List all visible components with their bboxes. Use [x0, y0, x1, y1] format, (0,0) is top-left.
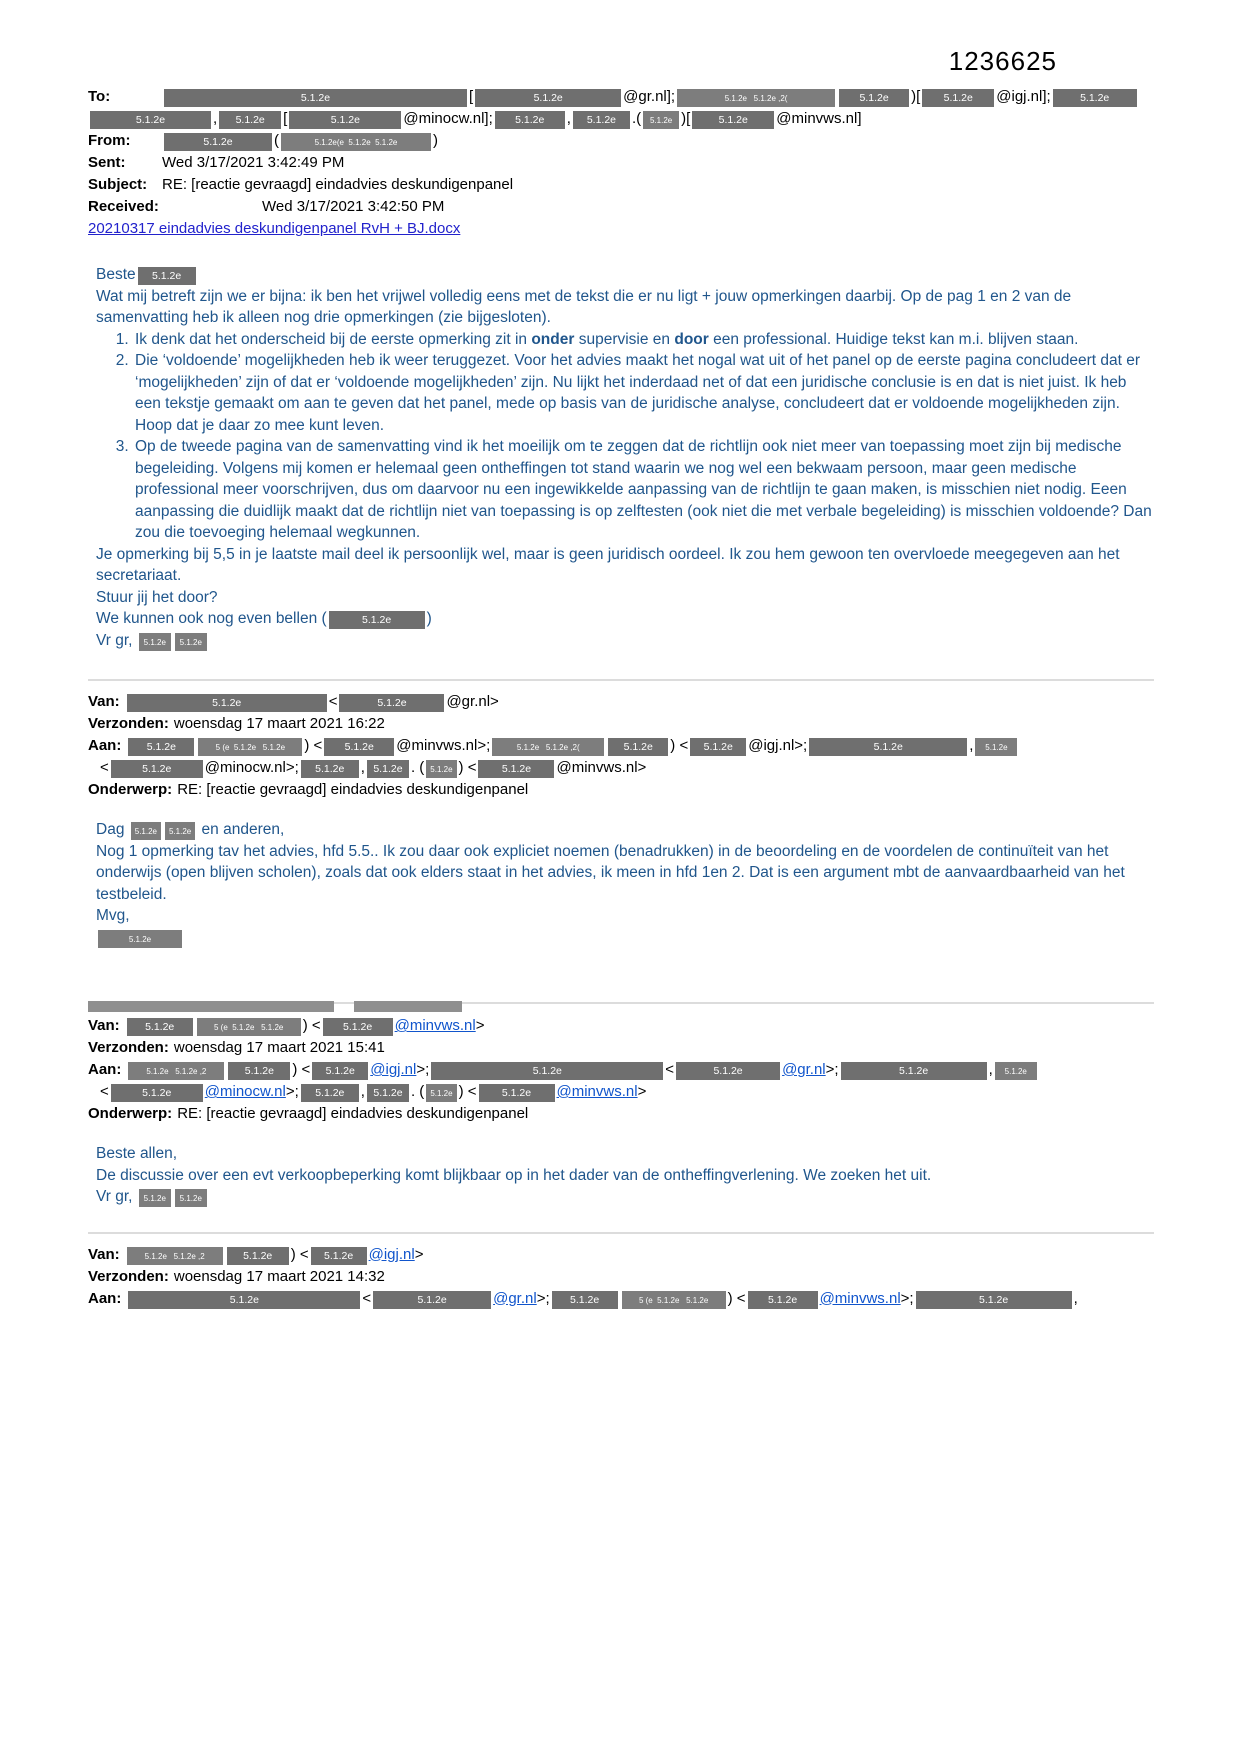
- text-run: ,: [969, 737, 974, 754]
- text-run: Beste: [96, 266, 136, 283]
- signoff-line: [96, 1186, 1154, 1208]
- aan-row: [88, 735, 1154, 757]
- text-run: >;: [416, 1061, 430, 1078]
- text-run: ,: [566, 110, 571, 127]
- text-run: >: [475, 1017, 485, 1034]
- van-row: [88, 1015, 1154, 1037]
- redaction-box: 5 (e 5.1.2e 5.1.2e: [622, 1291, 726, 1309]
- redaction-box: 5.1.2e: [809, 738, 967, 756]
- text-run: Ik denk dat het onderscheid bij de eerste opmerking zit in: [135, 330, 532, 348]
- redaction-box: 5.1.2e: [479, 1084, 555, 1102]
- text-run: ) <: [670, 737, 689, 754]
- quoted-header-1: [88, 691, 1154, 801]
- quoted-header-3: [88, 1244, 1154, 1310]
- redaction-box: 5.1.2e: [228, 1062, 290, 1080]
- text-run: >;: [285, 1083, 299, 1100]
- redaction-box: 5.1.2e 5.1.2e ,2(: [677, 89, 835, 107]
- redaction-box: 5.1.2e: [311, 1247, 367, 1265]
- email-link[interactable]: @minvws.nl: [819, 1289, 901, 1307]
- redaction-box: 5.1.2e: [128, 738, 194, 756]
- verzonden-label: Verzonden:: [88, 1267, 169, 1285]
- text-run: @igj.nl>;: [748, 737, 808, 754]
- text-run: <: [328, 693, 338, 710]
- to-label: To:: [88, 88, 111, 105]
- signoff-line: [96, 630, 1154, 652]
- redaction-box: 5.1.2e: [367, 760, 409, 778]
- redaction-box: 5.1.2e: [111, 1084, 203, 1102]
- redaction-box: 5.1.2e: [995, 1062, 1037, 1080]
- text-run-bold: door: [674, 330, 709, 348]
- text-run: We kunnen ook nog even bellen (: [96, 610, 327, 627]
- text-run: <: [100, 759, 109, 776]
- redaction-box: 5.1.2e: [164, 133, 272, 151]
- redaction-box: 5.1.2e: [90, 111, 211, 129]
- aan-row: [88, 1288, 1154, 1310]
- section-divider-with-redactions: [88, 994, 1154, 1007]
- redaction-box: 5.1.2e: [128, 1291, 360, 1309]
- redaction-box: 5.1.2e: [131, 822, 161, 840]
- redaction-box: 5.1.2e 5.1.2e ,2: [127, 1247, 223, 1265]
- aan-value: [126, 1290, 1077, 1307]
- email-link[interactable]: @gr.nl: [782, 1061, 826, 1078]
- sent-label: Sent:: [88, 154, 126, 171]
- text-run: .(: [631, 110, 642, 127]
- redaction-box: 5.1.2e(e 5.1.2e 5.1.2e: [281, 133, 431, 151]
- email-body-top: [88, 264, 1154, 651]
- text-run: @minvws.nl]: [776, 110, 862, 127]
- quoted-body-1: [88, 819, 1154, 948]
- van-label: Van:: [88, 1017, 120, 1034]
- aan-label: Aan:: [88, 737, 122, 754]
- list-item: 3. Op de tweede pagina van de samenvatting vind ik het moeilijk om te zeggen dat de richtlijn ook niet meer van toepassing moet zijn bij medische begeleiding. Volgens mij komen er helemaal geen ontheffingen tot stand waarin we nog wel een bekwaam persoon, maar geen medische professional meer voorschrijven, dus om daarvoor nu een ingewikkelde aanpassing van de richtlijn te gaan maken, is misschien niet nodig. Eeen aanpassing die duidlijk maakt dat de richtlijn niet van toepassing is op zelftesten (ook niet die met verbale begeleiding) is misschien voldoende? Dan zou die toevoeging helemaal wegkunnen.: [133, 436, 1154, 544]
- from-value: [162, 132, 438, 149]
- redaction-box: 5.1.2e: [127, 1018, 193, 1036]
- text-run: ,: [213, 110, 218, 127]
- onderwerp-label: Onderwerp:: [88, 781, 173, 798]
- onderwerp-label: Onderwerp:: [88, 1105, 173, 1122]
- van-value: [125, 1246, 424, 1263]
- redaction-box: 5.1.2e: [431, 1062, 663, 1080]
- text-run: ,: [360, 1083, 365, 1100]
- redaction-box: 5.1.2e: [139, 633, 171, 651]
- aan-label: Aan:: [88, 1061, 122, 1078]
- email-document: [88, 86, 1154, 1310]
- aan-value: [126, 737, 1019, 754]
- text-run: ) <: [727, 1289, 746, 1307]
- redaction-box: 5.1.2e: [841, 1062, 987, 1080]
- text-run: >: [637, 1083, 647, 1100]
- van-row: [88, 691, 1154, 713]
- from-label: From:: [88, 132, 131, 149]
- text-run: supervisie en: [574, 330, 675, 348]
- text-run: <: [362, 1289, 372, 1307]
- redaction-box: 5.1.2e 5.1.2e ,2(: [492, 738, 604, 756]
- redaction-box: 5.1.2e: [495, 111, 565, 129]
- text-run: >;: [825, 1061, 839, 1078]
- verzonden-value: woensdag 17 maart 2021 15:41: [173, 1039, 385, 1056]
- redaction-box: 5.1.2e: [367, 1084, 409, 1102]
- email-link[interactable]: @minvws.nl: [394, 1017, 476, 1034]
- section-divider: [88, 679, 1154, 681]
- text-run: ): [433, 132, 438, 149]
- redaction-box: 5.1.2e: [301, 760, 359, 778]
- email-link[interactable]: @gr.nl: [493, 1289, 537, 1307]
- subject-label: Subject:: [88, 176, 148, 193]
- header-to-row-continued: [88, 108, 1154, 130]
- text-run: @minvws.nl>: [556, 759, 647, 776]
- redaction-box: 5.1.2e: [111, 760, 203, 778]
- verzonden-value: woensdag 17 maart 2021 16:22: [173, 715, 385, 732]
- text-run: @igj.nl];: [996, 88, 1051, 105]
- text-run: @gr.nl];: [623, 88, 676, 105]
- subject-value: RE: [reactie gevraagd] eindadvies deskundigenpanel: [162, 176, 514, 193]
- redaction-box: 5.1.2e: [426, 1084, 456, 1102]
- verzonden-label: Verzonden:: [88, 1039, 169, 1056]
- greeting-line: [96, 264, 1154, 286]
- quoted-header-2: [88, 1015, 1154, 1125]
- redaction-box: 5.1.2e: [175, 1189, 207, 1207]
- header-received-row: [88, 196, 1154, 218]
- van-value: [125, 693, 499, 710]
- redaction-box: 5.1.2e: [324, 738, 394, 756]
- text-run: [: [283, 110, 288, 127]
- text-run: <: [665, 1061, 675, 1078]
- text-run: <: [100, 1083, 109, 1100]
- signoff-line: Mvg,: [96, 907, 130, 924]
- text-run: ,: [1073, 1289, 1078, 1307]
- redaction-box: 5 (e 5.1.2e 5.1.2e: [198, 738, 302, 756]
- text-run: @minocw.nl>;: [204, 759, 299, 776]
- text-run: ,: [360, 759, 365, 776]
- text-run: ): [426, 610, 432, 627]
- redaction-box: 5.1.2e: [608, 738, 668, 756]
- redaction-box: 5.1.2e: [975, 738, 1017, 756]
- text-run: en anderen,: [197, 821, 285, 838]
- text-run-bold: onder: [531, 330, 575, 348]
- text-run: @minocw.nl];: [403, 110, 493, 127]
- sent-value: Wed 3/17/2021 3:42:49 PM: [162, 154, 345, 171]
- header-from-row: [88, 130, 1154, 152]
- redaction-box: 5.1.2e: [227, 1247, 289, 1265]
- text-run: )[: [681, 110, 691, 127]
- aan-row-continued: [88, 1081, 1154, 1103]
- van-label: Van:: [88, 1245, 120, 1263]
- text-run: . (: [410, 759, 425, 776]
- email-link[interactable]: @igj.nl: [368, 1245, 415, 1263]
- redaction-bar: [354, 1001, 462, 1012]
- redaction-box: 5 (e 5.1.2e 5.1.2e: [197, 1018, 301, 1036]
- paragraph: [96, 608, 1154, 630]
- redaction-box: 5.1.2e: [289, 111, 401, 129]
- message-header: [88, 86, 1154, 238]
- paragraph: Je opmerking bij 5,5 in je laatste mail deel ik persoonlijk wel, maar is geen juridisch oordeel. Ik zou hem gewoon ten overvloede meegegeven aan het secretariaat.: [96, 545, 1120, 584]
- aan-label: Aan:: [88, 1289, 122, 1307]
- redaction-box: 5.1.2e 5.1.2e ,2: [128, 1062, 224, 1080]
- onderwerp-row: [88, 779, 1154, 801]
- greeting-line: Beste allen,: [96, 1145, 177, 1162]
- redaction-box: 5.1.2e: [175, 633, 207, 651]
- verzonden-label: Verzonden:: [88, 715, 169, 732]
- verzonden-row: [88, 1037, 1154, 1059]
- redacted-signature-bars: [88, 994, 482, 1011]
- redaction-box: 5.1.2e: [1053, 89, 1137, 107]
- paragraph: Stuur jij het door?: [96, 588, 218, 606]
- page-number: 1236625: [948, 46, 1057, 76]
- redaction-box: 5.1.2e: [475, 89, 621, 107]
- redaction-box: 5.1.2e: [323, 1018, 393, 1036]
- list-item: [133, 329, 1154, 351]
- text-run: Vr gr,: [96, 1188, 137, 1205]
- text-run: ) <: [304, 737, 323, 754]
- redaction-box: 5.1.2e: [312, 1062, 368, 1080]
- redaction-box: 5.1.2e: [98, 930, 182, 948]
- text-run: ) <: [458, 759, 477, 776]
- redaction-box: 5.1.2e: [426, 760, 456, 778]
- verzonden-value: woensdag 17 maart 2021 14:32: [173, 1267, 385, 1285]
- redaction-box: 5.1.2e: [329, 611, 425, 629]
- redaction-box: 5.1.2e: [339, 694, 444, 712]
- aan-value: [126, 1061, 1038, 1078]
- redaction-box: 5.1.2e: [643, 111, 679, 129]
- redaction-box: 5.1.2e: [916, 1291, 1072, 1309]
- text-run: een professional. Huidige tekst kan m.i. blijven staan.: [708, 330, 1079, 348]
- redaction-box: 5.1.2e: [373, 1291, 491, 1309]
- onderwerp-value: RE: [reactie gevraagd] eindadvies deskundigenpanel: [177, 1105, 529, 1122]
- redaction-box: 5.1.2e: [164, 89, 467, 107]
- aan-row-continued: [88, 757, 1154, 779]
- redaction-box: 5.1.2e: [138, 267, 196, 285]
- text-run: Dag: [96, 821, 129, 838]
- text-run: ) <: [302, 1017, 321, 1034]
- redaction-box: 5.1.2e: [127, 694, 327, 712]
- text-run: )[: [911, 88, 921, 105]
- received-label: Received:: [88, 198, 159, 215]
- text-run: >: [414, 1245, 424, 1263]
- onderwerp-value: RE: [reactie gevraagd] eindadvies deskundigenpanel: [177, 781, 529, 798]
- header-sent-row: [88, 152, 1154, 174]
- redaction-box: 5.1.2e: [478, 760, 554, 778]
- received-value: Wed 3/17/2021 3:42:50 PM: [262, 198, 445, 215]
- text-run: [: [469, 88, 474, 105]
- verzonden-row: [88, 713, 1154, 735]
- email-link[interactable]: @igj.nl: [370, 1061, 417, 1078]
- text-run: ) <: [292, 1061, 311, 1078]
- redaction-box: 5.1.2e: [165, 822, 195, 840]
- text-run: Vr gr,: [96, 631, 137, 649]
- redaction-box: 5.1.2e: [692, 111, 774, 129]
- signature-redaction: [96, 927, 1154, 949]
- text-run: (: [274, 132, 279, 149]
- redaction-box: 5.1.2e: [139, 1189, 171, 1207]
- quoted-body-2: [88, 1143, 1154, 1208]
- remarks-list: [96, 329, 1154, 544]
- to-value: [162, 88, 1139, 105]
- text-run: ,: [988, 1061, 993, 1078]
- text-run: >;: [536, 1289, 550, 1307]
- header-to-row: [88, 86, 1154, 108]
- text-run: @minvws.nl>;: [396, 737, 491, 754]
- aan-row: [88, 1059, 1154, 1081]
- van-label: Van:: [88, 693, 120, 710]
- email-link[interactable]: @minvws.nl: [556, 1083, 638, 1100]
- onderwerp-row: [88, 1103, 1154, 1125]
- redaction-box: 5.1.2e: [301, 1084, 359, 1102]
- redaction-box: 5.1.2e: [690, 738, 746, 756]
- text-run: . (: [410, 1083, 425, 1100]
- attachment-link[interactable]: 20210317 eindadvies deskundigenpanel RvH + BJ.docx: [88, 220, 461, 237]
- redaction-box: 5.1.2e: [552, 1291, 618, 1309]
- verzonden-row: [88, 1266, 1154, 1288]
- paragraph: Nog 1 opmerking tav het advies, hfd 5.5.. Ik zou daar ook expliciet noemen (benadrukken) in de beoordeling en de voordelen de continuïteit van het onderwijs (open blijven scholen), zoals dat ook elders staat in het advies, ik meen in hfd 1en 2. Dat is een argument mbt de aanvaardbaarheid van het testbeleid.: [96, 842, 1125, 903]
- van-value: [125, 1017, 485, 1034]
- greeting-line: [96, 819, 1154, 841]
- redaction-box: 5.1.2e: [748, 1291, 818, 1309]
- redaction-box: 5.1.2e: [676, 1062, 780, 1080]
- section-divider: [88, 1232, 1154, 1234]
- redaction-box: 5.1.2e: [219, 111, 281, 129]
- paragraph: De discussie over een evt verkoopbeperking komt blijkbaar op in het dader van de ontheffingverlening. We zoeken het uit.: [96, 1166, 932, 1184]
- redaction-bar: [88, 1001, 334, 1012]
- redaction-box: 5.1.2e: [573, 111, 630, 129]
- van-row: [88, 1244, 1154, 1266]
- text-run: ) <: [290, 1245, 309, 1263]
- redaction-box: 5.1.2e: [922, 89, 994, 107]
- list-item: 2. Die ‘voldoende’ mogelijkheden heb ik weer teruggezet. Voor het advies maakt het nogal wat uit of het panel op de eerste pagina concludeert dat er ‘mogelijkheden’ zijn of dat er ‘voldoende mogelijkheden’ zijn. Nu lijkt het inderdaad net of dat een juridische conclusie is en dat is niet juist. Ik heb een tekstje gemaakt om aan te geven dat het panel, mede op basis van de juridische analyse, concludeert dat er voldoende mogelijkheden zijn. Hoop dat je daar zo mee kunt leven.: [133, 350, 1154, 436]
- text-run: ) <: [458, 1083, 477, 1100]
- email-link[interactable]: @minocw.nl: [204, 1083, 286, 1100]
- text-run: @gr.nl>: [446, 693, 499, 710]
- header-subject-row: [88, 174, 1154, 196]
- text-run: >;: [900, 1289, 914, 1307]
- redaction-box: 5.1.2e: [839, 89, 909, 107]
- intro-paragraph: Wat mij betreft zijn we er bijna: ik ben het vrijwel volledig eens met de tekst die er nu ligt + jouw opmerkingen daarbij. Op de pag 1 en 2 van de samenvatting heb ik alleen nog drie opmerkingen (zie bijgesloten).: [96, 287, 1072, 326]
